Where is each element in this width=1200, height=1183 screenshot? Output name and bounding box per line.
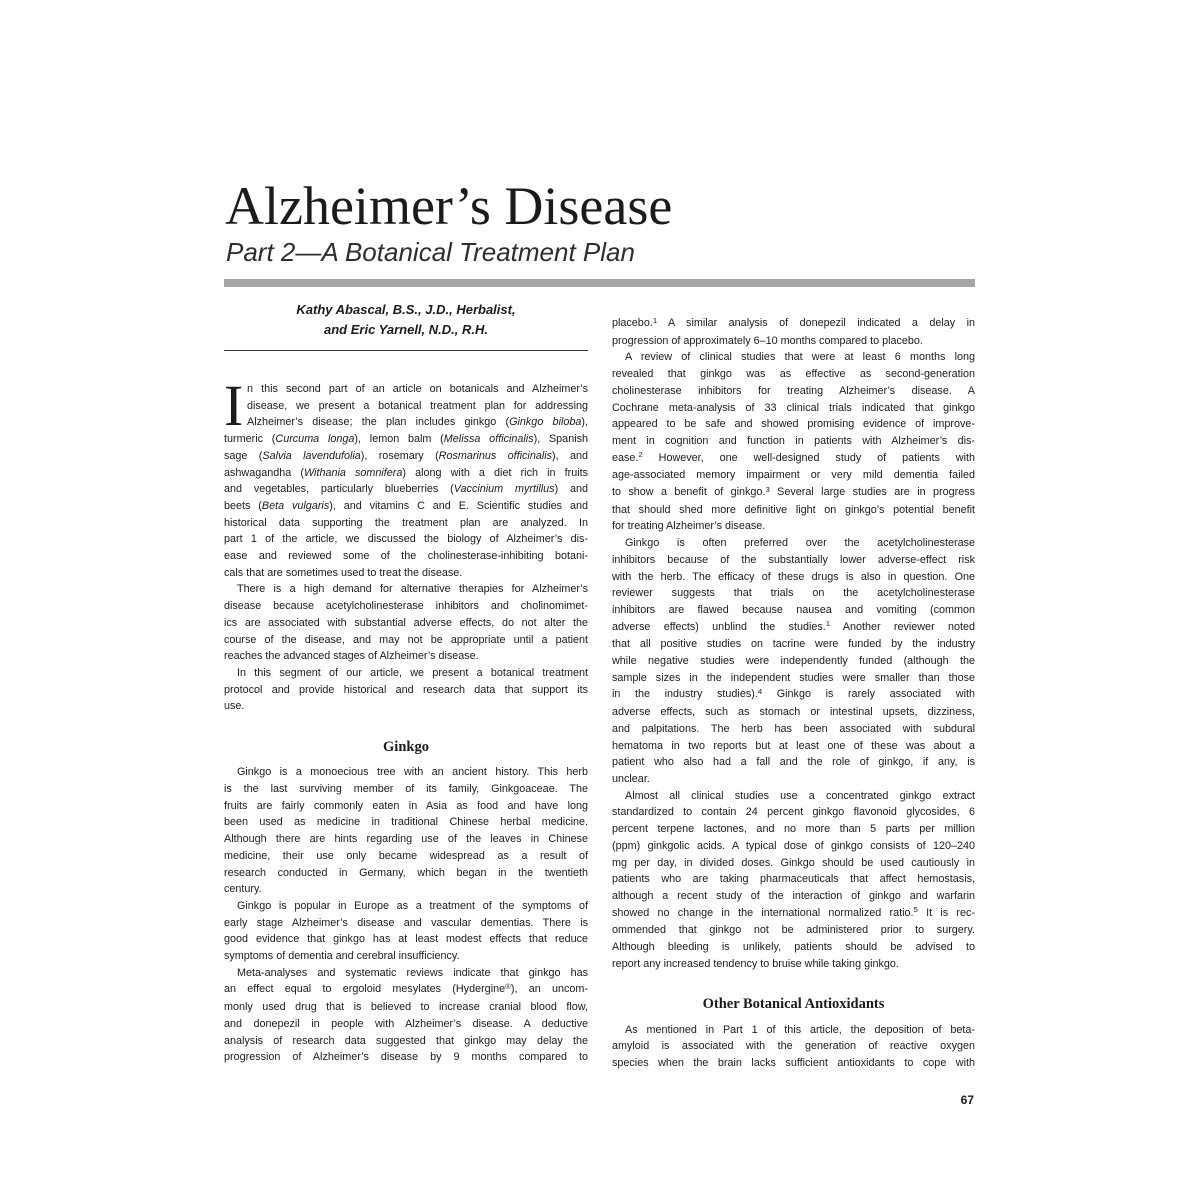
text-line: mg per day, in divided doses. Ginkgo should be used cautiously in [612, 856, 975, 869]
drop-cap: I [224, 373, 244, 438]
text-line: A review of clinical studies that were at least 6 months long [625, 351, 975, 364]
text-run: showed no change in the international normalized ratio. [612, 906, 914, 919]
text-run: in the industry studies). [612, 688, 758, 701]
paragraph [224, 665, 588, 715]
text-line [224, 465, 588, 482]
text-line: cholinesterase inhibitors for treating Alzheimer’s disease. A [612, 384, 975, 397]
text-line: progression of approximately 6–10 months compared to placebo. [612, 334, 923, 347]
text-line: As mentioned in Part 1 of this article, the deposition of beta- [625, 1023, 975, 1036]
superscript-reference: 1 [652, 315, 658, 325]
paragraph [612, 349, 975, 535]
text-run: to show a benefit of ginkgo. [612, 486, 766, 499]
italic-term: Ginkgo biloba [509, 416, 582, 429]
text-line: cals that are sometimes used to treat the disease. [224, 566, 463, 579]
text-line [612, 484, 975, 502]
superscript-reference: 2 [638, 450, 643, 460]
text-run: ), rosemary ( [360, 449, 439, 462]
text-run: ashwagandha ( [224, 466, 304, 479]
text-run: sage ( [224, 449, 263, 462]
text-line: reaches the advanced stages of Alzheimer’s disease. [224, 650, 479, 663]
text-line: with the herb. The efficacy of these drugs is also in question. One [612, 570, 975, 583]
italic-term: Curcuma longa [275, 433, 355, 446]
text-run: placebo. [612, 317, 653, 329]
text-run: ), lemon balm ( [354, 433, 444, 446]
text-run: Alzheimer’s disease; the plan includes ginkgo ( [247, 416, 510, 429]
text-line: standardized to contain 24 percent ginkgo flavonoid glycosides, 6 [612, 806, 975, 819]
text-run: ), and vitamins C and E. Scientific studies and [329, 499, 588, 512]
italic-term: Melissa officinalis [443, 433, 534, 446]
text-run: ) along with a diet rich in fruits [402, 466, 588, 479]
text-line [224, 498, 588, 515]
text-line: been used as medicine in traditional Chinese herbal medicine. [224, 816, 588, 829]
text-line: adverse effects, such as stomach or intestinal upsets, dizziness, [612, 706, 975, 719]
page-number: 67 [960, 1093, 974, 1107]
author-line: Kathy Abascal, B.S., J.D., Herbalist, [296, 302, 516, 317]
text-line: although a recent study of the interaction of ginkgo and warfarin [612, 889, 975, 902]
author-byline [224, 300, 588, 340]
text-line: patient who also had a fall and the role of ginkgo, if any, is [612, 756, 975, 769]
text-line: (ppm) ginkgolic acids. A typical dose of ginkgo consists of 120–240 [612, 839, 975, 852]
italic-term: Withania somnifera [303, 466, 403, 479]
text-line [612, 315, 975, 333]
text-line: use. [224, 700, 245, 713]
text-line [224, 448, 588, 465]
text-line: ease and reviewed some of the cholinesterase-inhibiting botani- [224, 550, 588, 563]
text-run: turmeric ( [224, 433, 276, 446]
text-line: ommended that ginkgo not be administered prior to surgery. [612, 924, 975, 937]
right-column [612, 315, 975, 1072]
text-line: Almost all clinical studies use a concentrated ginkgo extract [625, 789, 975, 802]
paragraph [224, 898, 588, 965]
text-line: is the last surviving member of its family, Ginkgoaceae. The [224, 783, 588, 796]
text-line: symptoms of dementia and cerebral insufficiency. [224, 950, 460, 963]
text-line: patients who are taking pharmaceuticals that affect hemostasis, [612, 873, 975, 886]
paragraph [224, 965, 588, 1066]
text-line: inhibitors are flawed because nausea and vomiting (common [612, 603, 975, 616]
text-line [612, 619, 975, 637]
text-line: percent terpene lactones, and no more than 5 parts per million [612, 823, 975, 836]
text-line: historical data supporting the treatment plan are analyzed. In [224, 516, 588, 529]
paragraph [612, 788, 975, 973]
text-run: ), Spanish [533, 433, 588, 446]
text-line: and palpitations. The herb has been associated with subdural [612, 722, 975, 735]
left-column [224, 381, 588, 1066]
text-line [224, 414, 588, 431]
text-line: Ginkgo is a monoecious tree with an ancient history. This herb [237, 766, 588, 779]
text-line: part 1 of the article, we discussed the biology of Alzheimer’s dis- [224, 533, 588, 546]
text-line: There is a high demand for alternative therapies for Alzheimer’s [237, 583, 588, 596]
text-run: ease. [612, 451, 639, 464]
text-line [224, 481, 588, 498]
text-line [224, 431, 588, 448]
text-line: good evidence that ginkgo has at least modest effects that reduce [224, 933, 588, 946]
text-line: ics are associated with substantial adverse effects, do not alter the [224, 616, 588, 629]
superscript-reference: 4 [757, 686, 763, 696]
text-run: an effect equal to ergoloid mesylates (Hydergine [224, 983, 506, 996]
italic-term: Salvia lavendufolia [262, 449, 361, 462]
paragraph [612, 1022, 975, 1072]
text-line: monly used drug that is believed to increase cranial blood flow, [224, 1001, 588, 1014]
text-line: Meta-analyses and systematic reviews indicate that ginkgo has [237, 966, 588, 979]
text-line [612, 450, 975, 468]
text-line: protocol and provide historical and research data that support its [224, 683, 588, 696]
text-line: medicine, their use only became widespread as a result of [224, 849, 588, 862]
author-line: and Eric Yarnell, N.D., R.H. [324, 322, 488, 337]
superscript-reference: 3 [765, 484, 770, 494]
text-line: early stage Alzheimer’s disease and vascular dementias. There is [224, 916, 588, 929]
article-title: Alzheimer’s Disease [225, 176, 673, 236]
text-line: hematoma in two reports but at least one of these was about a [612, 739, 975, 752]
text-line [612, 686, 975, 704]
text-line: that should shed more definitive light on ginkgo’s potential benefit [612, 503, 975, 516]
text-line: fruits are fairly commonly eaten in Asia as food and have long [224, 799, 588, 812]
text-line: inhibitors because of the substantially lower adverse-effect risk [612, 553, 975, 566]
text-run: It is rec- [917, 906, 975, 919]
text-line: appeared to be safe and showed promising evidence of improve- [612, 418, 975, 431]
text-line: and donepezil in people with Alzheimer’s disease. A deductive [224, 1017, 588, 1030]
text-line: species when the brain lacks sufficient antioxidants to cope with [612, 1057, 975, 1070]
text-line: Although there are hints regarding use of the leaves in Chinese [224, 833, 588, 846]
superscript-reference: ® [505, 982, 511, 991]
text-line: course of the disease, and may not be appropriate until a patient [224, 633, 588, 646]
article-subtitle: Part 2—A Botanical Treatment Plan [226, 237, 635, 267]
text-line: Ginkgo is often preferred over the acetylcholinesterase [625, 537, 975, 550]
text-run: ) and [554, 483, 588, 496]
text-line: ment in cognition and function in patients with Alzheimer’s dis- [612, 434, 975, 447]
text-line: disease, we present a botanical treatment plan for addressing [247, 399, 588, 412]
text-run: and vegetables, particularly blueberries ( [224, 483, 454, 496]
italic-term: Rosmarinus officinalis [438, 449, 553, 462]
text-line [224, 981, 588, 999]
superscript-reference: 5 [913, 905, 918, 915]
italic-term: Beta vulgaris [261, 499, 330, 512]
text-line: disease because acetylcholinesterase inhibitors and cholinomimet- [224, 600, 588, 613]
text-run: ), [581, 416, 588, 429]
text-line [612, 905, 975, 923]
text-line: report any increased tendency to bruise while taking ginkgo. [612, 957, 899, 970]
text-run: Another reviewer noted [830, 620, 975, 633]
text-run: adverse effects) unblind the studies. [612, 620, 826, 633]
text-line: reviewer suggests that trials on the acetylcholinesterase [612, 587, 975, 600]
superscript-reference: 1 [825, 619, 831, 629]
paragraph [224, 764, 588, 898]
text-run: Ginkgo is rarely associated with [762, 688, 975, 701]
text-line: Although bleeding is unlikely, patients should be advised to [612, 941, 975, 954]
paragraph [224, 581, 588, 665]
paragraph [612, 315, 975, 349]
text-line: progression of Alzheimer’s disease by 9 months compared to [224, 1051, 588, 1064]
text-run: ), and [552, 449, 589, 462]
text-line: research conducted in Germany, which began in the twentieth [224, 866, 588, 879]
text-run: A similar analysis of donepezil indicated a delay in [657, 317, 975, 329]
text-line: Ginkgo is popular in Europe as a treatment of the symptoms of [237, 899, 588, 912]
section-heading: Ginkgo [383, 738, 429, 755]
text-line: for treating Alzheimer’s disease. [612, 520, 766, 533]
text-line: amyloid is associated with the generation of reactive oxygen [612, 1040, 975, 1053]
text-line: century. [224, 883, 262, 896]
paragraph [612, 535, 975, 788]
text-run: However, one well-designed study of patients with [642, 451, 975, 464]
author-rule [224, 350, 588, 351]
text-line: that all positive studies on tacrine were funded by the industry [612, 638, 975, 651]
text-line: unclear. [612, 772, 650, 785]
paragraph [224, 381, 588, 581]
text-line: In this segment of our article, we present a botanical treatment [237, 666, 588, 679]
text-line: sample sizes in the independent studies were smaller than those [612, 671, 975, 684]
text-run: beets ( [224, 499, 262, 512]
text-line: revealed that ginkgo was as effective as second-generation [612, 368, 975, 381]
text-line: analysis of research data suggested that ginkgo may delay the [224, 1034, 588, 1047]
title-rule [224, 279, 975, 287]
text-run: Several large studies are in progress [769, 486, 976, 499]
text-line: n this second part of an article on botanicals and Alzheimer’s [247, 383, 588, 395]
text-run: ), an uncom- [510, 983, 588, 996]
text-line: while negative studies were independently funded (although the [612, 655, 975, 668]
text-line: Cochrane meta-analysis of 33 clinical trials indicated that ginkgo [612, 401, 975, 414]
text-line: age-associated memory impairment or very mild dementia failed [612, 469, 975, 482]
section-heading: Other Botanical Antioxidants [702, 996, 885, 1013]
italic-term: Vaccinium myrtillus [453, 483, 555, 496]
